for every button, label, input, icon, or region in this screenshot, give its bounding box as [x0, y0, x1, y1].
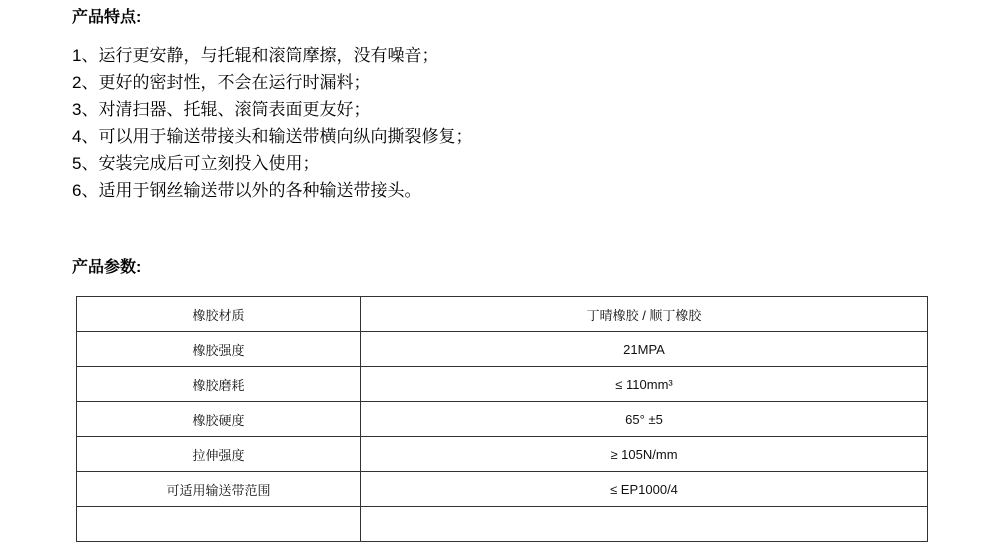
table-row-clipped — [77, 507, 928, 542]
table-row — [77, 437, 928, 472]
table-row — [77, 332, 928, 367]
param-value-cell: 21MPA — [361, 332, 928, 367]
param-value-cell: ≥ 105N/mm — [361, 437, 928, 472]
features-list — [72, 42, 999, 204]
feature-item-4: 4、可以用于输送带接头和输送带横向纵向撕裂修复； — [72, 127, 473, 146]
param-label-cell: 橡胶强度 — [77, 332, 361, 367]
param-value-cell: ≤ EP1000/4 — [361, 472, 928, 507]
feature-item-6: 6、适用于钢丝输送带以外的各种输送带接头。 — [72, 181, 422, 200]
table-row — [77, 297, 928, 332]
features-heading: 产品特点: — [72, 9, 142, 26]
parameters-heading: 产品参数: — [72, 259, 142, 276]
feature-item-5: 5、安装完成后可立刻投入使用； — [72, 154, 320, 173]
feature-item-2: 2、更好的密封性，不会在运行时漏料； — [72, 73, 371, 92]
feature-item-3: 3、对清扫器、托辊、滚筒表面更友好； — [72, 100, 371, 119]
parameters-table — [76, 296, 928, 542]
param-value-cell — [361, 507, 928, 542]
table-row — [77, 472, 928, 507]
param-label-cell — [77, 507, 361, 542]
param-value-cell: 65° ±5 — [361, 402, 928, 437]
parameters-table-body — [77, 297, 928, 542]
param-label-cell: 拉伸强度 — [77, 437, 361, 472]
table-row — [77, 367, 928, 402]
param-label-cell: 橡胶硬度 — [77, 402, 361, 437]
param-label-cell: 可适用输送带范围 — [77, 472, 361, 507]
param-value-cell: ≤ 110mm³ — [361, 367, 928, 402]
param-label-cell: 橡胶磨耗 — [77, 367, 361, 402]
param-value-cell: 丁晴橡胶 / 顺丁橡胶 — [361, 297, 928, 332]
feature-item-1: 1、运行更安静，与托辊和滚筒摩擦，没有噪音； — [72, 46, 439, 65]
param-label-cell: 橡胶材质 — [77, 297, 361, 332]
table-row — [77, 402, 928, 437]
